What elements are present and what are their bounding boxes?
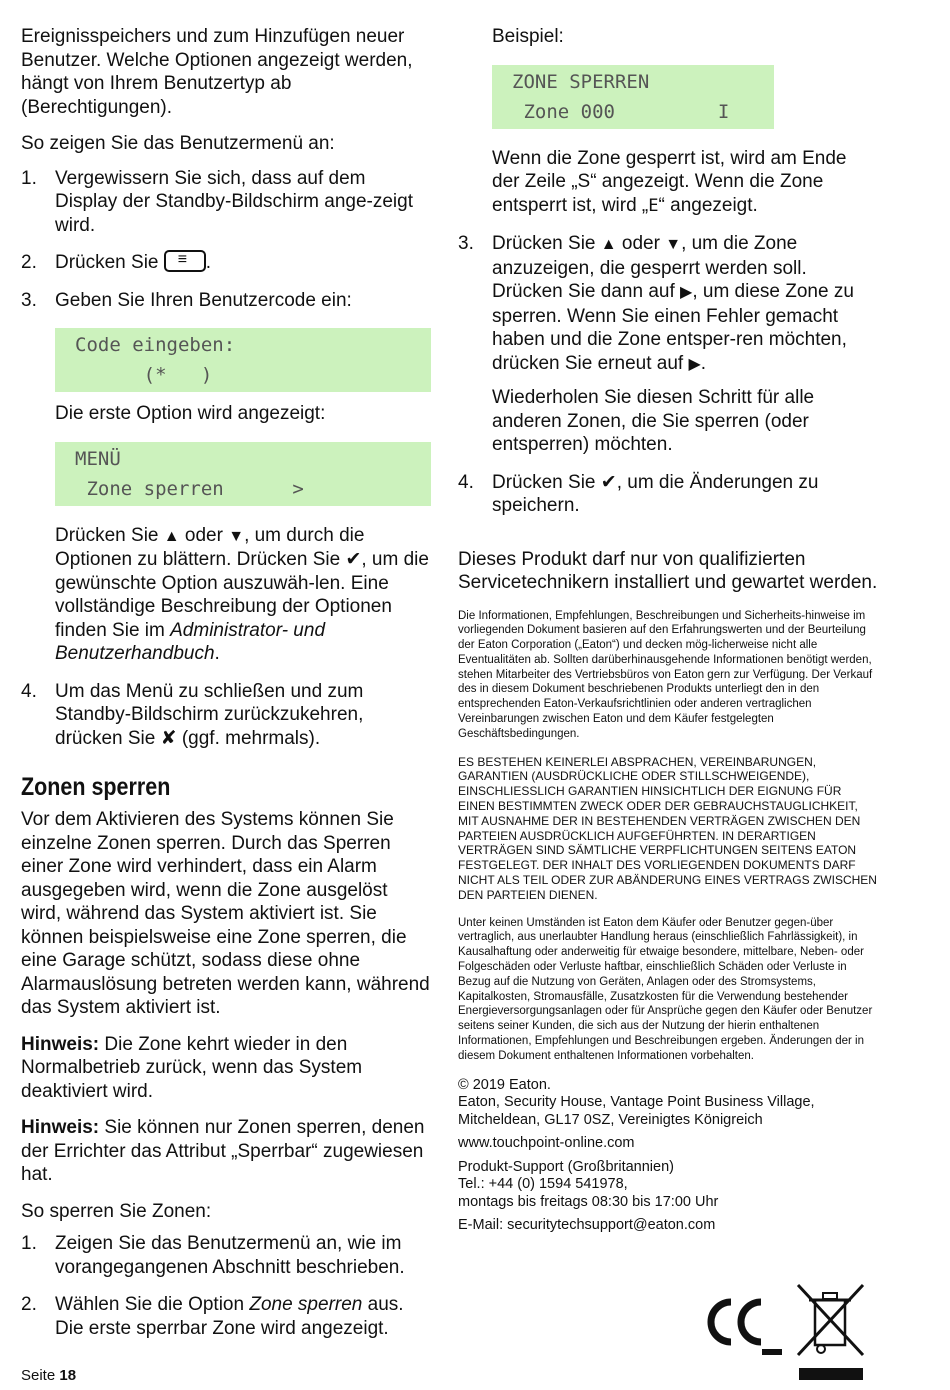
disclaimer-2: ES BESTEHEN KEINERLEI ABSPRACHEN, VEREINBARUNGEN, GARANTIEN (AUSDRÜCKLICHE ODER STILLSCHWEIGENDE), EINSCHLIESSLICH GARANTIEN HINSICHTLICH DER EIGNUNG FÜR EINEN BESTIMMTEN ZWECK ODER DER GEBRAUCHSTAUGLICHKEIT, MIT AUSNAHME DER IN BESTEHENDEN VERTRÄGEN ZWISCHEN DEN PARTEIEN AUSDRÜCKLICH AUFGEFÜHRTEN. IN DERARTIGEN VERTRÄGEN SIND SÄMTLICHE VERPFLICHTUNGEN SEITENS EATON FESTGELEGT. DER INHALT DES VORLIEGENDEN DOKUMENTS DARF NICHT ALS TEIL ODER ZUR ABÄNDERUNG EINES VERTRAGS ZWISCHEN DEN PARTEIEN DIENEN. <box>458 754 877 902</box>
email-link[interactable]: E-Mail: securitytechsupport@eaton.com <box>458 1217 716 1234</box>
scroll-instructions: Drücken Sie ▲ oder ▼, um durch die Optionen zu blättern. Drücken Sie ✔, um die gewünschte Option auszuwäh-len. Eine vollständige Beschreibung der Optionen finden Sie im Administrator- und Benutzerhandbuch. <box>55 524 429 664</box>
example-block <box>458 25 878 218</box>
hours: montags bis freitags 08:30 bis 17:00 Uhr <box>458 1193 719 1210</box>
right-column <box>458 25 878 1235</box>
list-item: 1. Zeigen Sie das Benutzermenü an, wie im vorangegangenen Abschnitt beschrieben. <box>21 1233 405 1278</box>
section-heading: Zonen sperren <box>21 773 171 801</box>
disclaimer-1: Die Informationen, Empfehlungen, Beschreibungen und Sicherheits-hinweise im vorliegenden Dokument basieren auf den Erfahrungswerten und der Beurteilung der Eaton Corporation („Eaton“) und decken mög-licherweise nicht alle Eventualitäten ab. Sollten darüberhinausgehende Informationen benötigt werden, stehen Mitarbeiter des Vertriebsbüros von Eaton gern zur Verfügung. Der Verkauf des in diesem Dokument beschriebenen Produkts unterliegt den in den entsprechenden Eaton-Verkaufsrichtlinien oder anderen vertraglichen Vereinbarungen zwischen Eaton und dem Käufer festgelegten Geschäftsbedingungen. <box>458 609 873 740</box>
example-label: Beispiel: <box>492 26 564 47</box>
first-option-text: Die erste Option wird angezeigt: <box>55 403 326 424</box>
how-to-text: So sperren Sie Zonen: <box>21 1200 212 1222</box>
right-arrow-icon: ▶ <box>688 355 701 373</box>
list-item: 2. Drücken Sie ≡ . <box>21 251 431 275</box>
list-item: 4. Um das Menü zu schließen und zum Standby-Bildschirm zurückzukehren, drücken Sie ✘ (ggf. mehrmals). <box>21 680 364 749</box>
qualified-notice: Dieses Produkt darf nur von qualifizierten Servicetechnikern installiert und gewartet werden. <box>458 548 878 593</box>
right-arrow-icon: ▶ <box>680 284 693 301</box>
lcd-display-zone: ZONE SPERREN Zone 000 I <box>492 65 774 129</box>
certification-logos <box>705 1280 875 1385</box>
support-label: Produkt-Support (Großbritannien) <box>458 1158 674 1175</box>
copyright: © 2019 Eaton. <box>458 1076 551 1093</box>
show-menu-text: So zeigen Sie das Benutzermenü an: <box>21 133 335 154</box>
list-item: 4. Drücken Sie ✔, um die Änderungen zu speichern. <box>458 471 819 516</box>
page-number: 18 <box>59 1367 77 1384</box>
zone-lock-paragraph: Vor dem Aktivieren des Systems können Sie einzelne Zonen sperren. Durch das Sperren einer Zone wird verhindert, dass ein Alarm ausgegeben wird, wenn die Zone ausgelöst wird, während das System aktiviert ist. Sie können beispielsweise eine Zone sperren, die eine Garage schützt, sodass diese ohne Alarmauslösung betreten werden kann, während das System aktiviert ist. <box>21 809 430 1018</box>
list-item: 3. Drücken Sie ▲ oder ▼, um die Zone anzuzeigen, die gesperrt werden soll. Drücken Sie dann auf ▶, um diese Zone zu sperren. Wenn Sie einen Fehler gemacht haben und die Zone entsper-ren möchten, drücken Sie erneut auf ▶. Wiederholen Sie diesen Schritt für alle anderen Zonen, die Sie sperren (oder entsperren) möchten. <box>458 233 854 455</box>
check-icon: ✔ <box>345 549 362 570</box>
contact-block <box>458 1077 878 1235</box>
list-item: 2. Wählen Sie die Option Zone sperren aus. Die erste sperrbar Zone wird angezeigt. <box>21 1294 404 1339</box>
disclaimer-3: Unter keinen Umständen ist Eaton dem Käufer oder Benutzer gegen-über vertraglich, aus unerlaubter Handlung heraus (einschließlich Fahrlässigkeit), in Kausalhaftung oder anderweitig für etwaige besondere, mittelbare, Neben- oder Folgeschäden oder Verluste haftbar, einschließlich Schäden oder Verluste in Bezug auf die Nutzung von Geräten, Anlagen oder des Stromsystems, Kapitalkosten, Stromausfälle, Zusatzkosten für die Verwendung bestehender Energieversorgungsanlagen oder für Ansprüche gegen den Käufer oder Benutzer seitens seiner Kunden, die sich aus der Nutzung der hierin enthaltenen Informationen, Empfehlungen und Beschreibungen ergeben. Änderungen der in diesem Dokument enthaltenen Informationen vorbehalten. <box>458 916 873 1062</box>
note-1: Hinweis: Die Zone kehrt wieder in den Normalbetrieb zurück, wenn das System deaktiviert wird. <box>21 1033 363 1102</box>
down-arrow-icon: ▼ <box>228 527 245 545</box>
weee-bin-icon <box>798 1285 863 1380</box>
up-arrow-icon: ▲ <box>163 527 180 545</box>
address: Eaton, Security House, Vantage Point Business Village, Mitcheldean, GL17 0SZ, Vereinigtes Königreich <box>458 1094 815 1128</box>
intro-paragraph: Ereignisspeichers und zum Hinzufügen neuer Benutzer. Welche Optionen angezeigt werden, hängt von Ihrem Benutzertyp ab (Berechtigungen). <box>21 26 413 118</box>
list-item: 3. Geben Sie Ihren Benutzercode ein: Code eingeben: (* ) Die erste Option wird angezeigt: MENÜ Zone sperren > Drücken Sie ▲ oder ▼, um durch die Optionen zu blättern. Drücken Sie ✔, um die gewünschte Option auszuwäh-len. Eine vollständige Beschreibung der Optionen finden Sie im Administrator- und Benutzerhandbuch. <box>21 289 431 666</box>
lcd-display-code: Code eingeben: (* ) <box>55 328 431 392</box>
phone: Tel.: +44 (0) 1594 541978, <box>458 1176 628 1193</box>
manual-title: Administrator- und Benutzerhandbuch <box>55 619 326 664</box>
lcd-display-menu: MENÜ Zone sperren > <box>55 442 431 506</box>
note-2: Hinweis: Sie können nur Zonen sperren, denen der Errichter das Attribut „Sperrbar“ zugewiesen hat. <box>21 1117 425 1185</box>
page-footer: Seite 18 <box>21 1367 77 1384</box>
ce-mark-icon <box>705 1280 875 1385</box>
left-column <box>21 25 431 1354</box>
up-arrow-icon: ▲ <box>600 236 617 253</box>
list-item: 1. Vergewissern Sie sich, dass auf dem Display der Standby-Bildschirm ange-zeigt wird. <box>21 167 413 236</box>
check-icon: ✔ <box>600 471 617 493</box>
locked-explanation: Wenn die Zone gesperrt ist, wird am Ende der Zeile „S“ angezeigt. Wenn die Zone entsperrt ist, wird „E“ angezeigt. <box>492 147 847 216</box>
website-link[interactable]: www.touchpoint-online.com <box>458 1135 635 1152</box>
cross-icon: ✘ <box>160 727 177 749</box>
down-arrow-icon: ▼ <box>665 236 682 253</box>
menu-key-icon <box>164 250 206 272</box>
